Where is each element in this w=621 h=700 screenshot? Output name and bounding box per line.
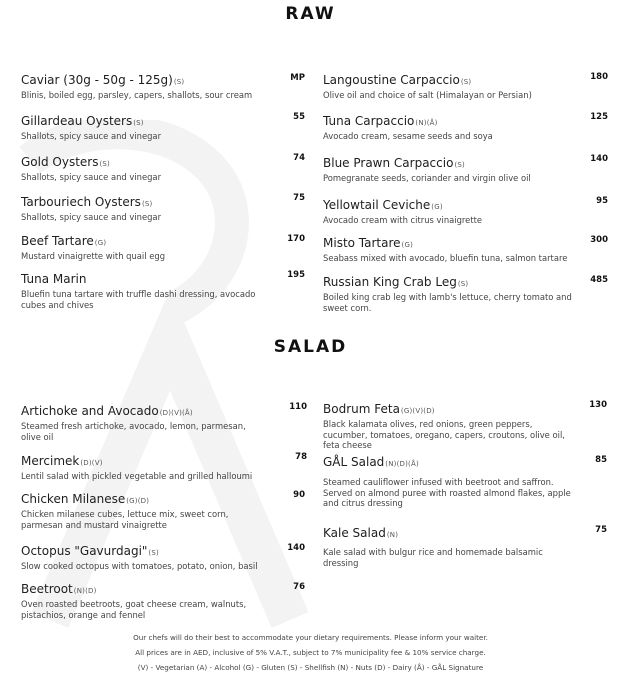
item-price: 125 xyxy=(590,112,608,122)
item-description: Avocado cream, sesame seeds and soya xyxy=(323,131,493,141)
item-name: Yellowtail Ceviche xyxy=(323,198,431,212)
item-price: MP xyxy=(290,73,305,83)
menu-item xyxy=(323,398,578,451)
item-price: 140 xyxy=(590,154,608,164)
menu-item xyxy=(323,110,578,142)
item-price: 180 xyxy=(590,72,608,82)
menu-item xyxy=(21,578,266,620)
item-name: Artichoke and Avocado xyxy=(21,404,159,418)
item-description: Shallots, spicy sauce and vinegar xyxy=(21,131,162,141)
item-name: Octopus "Gavurdagi" xyxy=(21,544,148,558)
menu-item xyxy=(21,400,266,442)
menu-item xyxy=(323,152,578,184)
item-price: 55 xyxy=(293,112,305,122)
item-tags: (S) xyxy=(454,161,465,169)
section-title-salad: SALAD xyxy=(273,337,348,357)
item-name: Gold Oysters xyxy=(21,155,99,169)
item-tags: (D)(V)(Å) xyxy=(159,409,193,417)
item-tags: (S) xyxy=(173,78,185,86)
item-description: Olive oil and choice of salt (Himalayan or Persian) xyxy=(323,90,532,100)
menu-item xyxy=(323,69,578,101)
item-description: Slow cooked octopus with tomatoes, potato, onion, basil xyxy=(21,561,258,571)
item-tags: (S) xyxy=(99,160,110,168)
footer-legend: (V) - Vegetarian (A) - Alcohol (G) - Gluten (S) - Shellfish (N) - Nuts (D) - Dairy (Å) - GÅL Signature xyxy=(137,663,484,672)
menu-item xyxy=(21,268,266,310)
item-price: 75 xyxy=(595,525,607,535)
item-tags: (G) xyxy=(401,241,414,249)
item-name: Mercimek xyxy=(21,454,80,468)
item-description: Boiled king crab leg with lamb's lettuce, cherry tomato and sweet corn. xyxy=(323,292,572,313)
item-tags: (G) xyxy=(94,239,107,247)
item-price: 170 xyxy=(287,234,305,244)
item-name: Langoustine Carpaccio xyxy=(323,73,460,87)
footer-dietary-note: Our chefs will do their best to accommodate your dietary requirements. Please inform your waiter. xyxy=(133,633,488,642)
item-description: Steamed cauliflower infused with beetroot and saffron. Served on almond puree with roasted almond flakes, apple and citrus dressing xyxy=(323,477,571,509)
item-description: Oven roasted beetroots, goat cheese cream, walnuts, pistachios, orange and fennel xyxy=(21,599,247,620)
item-description: Bluefin tuna tartare with truffle dashi dressing, avocado cubes and chives xyxy=(21,289,256,310)
item-name: Russian King Crab Leg xyxy=(323,275,457,289)
item-name: Tuna Carpaccio xyxy=(323,114,415,128)
item-tags: (G)(D) xyxy=(126,497,150,505)
item-tags: (D)(V) xyxy=(80,459,103,467)
item-price: 95 xyxy=(596,196,608,206)
item-tags: (S) xyxy=(460,78,472,86)
item-tags: (N)(D) xyxy=(73,587,97,595)
menu-item xyxy=(21,69,266,101)
item-tags: (N)(D)(Å) xyxy=(385,460,419,468)
menu-item xyxy=(21,230,266,262)
item-price: 485 xyxy=(590,275,608,285)
item-tags: (G) xyxy=(431,203,443,211)
item-tags: (S) xyxy=(148,549,159,557)
item-price: 130 xyxy=(589,400,607,410)
item-name: Caviar (30g - 50g - 125g) xyxy=(21,73,173,87)
item-tags: (S) xyxy=(141,200,153,208)
menu-item xyxy=(323,522,578,568)
item-description: Chicken milanese cubes, lettuce mix, sweet corn, parmesan and mustard vinaigrette xyxy=(21,509,229,530)
item-price: 195 xyxy=(287,270,305,280)
item-price: 140 xyxy=(287,543,305,553)
item-price: 85 xyxy=(595,455,607,465)
section-title-raw: RAW xyxy=(285,4,336,24)
item-name: Beef Tartare xyxy=(21,234,94,248)
item-name: Blue Prawn Carpaccio xyxy=(323,156,454,170)
item-name: Kale Salad xyxy=(323,526,386,540)
item-price: 74 xyxy=(293,153,305,163)
item-price: 78 xyxy=(295,452,307,462)
item-price: 75 xyxy=(293,193,305,203)
item-tags: (N)(Å) xyxy=(415,119,438,127)
menu-item xyxy=(21,450,266,482)
item-name: Tuna Marin xyxy=(21,272,87,286)
item-description: Steamed fresh artichoke, avocado, lemon, parmesan, olive oil xyxy=(21,421,246,442)
menu-item xyxy=(21,191,266,223)
item-name: GÅL Salad xyxy=(323,455,385,469)
item-tags: (G)(V)(D) xyxy=(400,407,435,415)
item-description: Avocado cream with citrus vinaigrette xyxy=(323,215,483,225)
item-description: Seabass mixed with avocado, bluefin tuna, salmon tartare xyxy=(323,253,568,263)
item-name: Misto Tartare xyxy=(323,236,401,250)
item-description: Black kalamata olives, red onions, green peppers, cucumber, tomatoes, oregano, capers, croutons, olive oil, feta cheese xyxy=(323,419,565,451)
item-description: Lentil salad with pickled vegetable and grilled halloumi xyxy=(21,471,253,481)
item-price: 76 xyxy=(293,582,305,592)
item-tags: (N) xyxy=(386,531,399,539)
item-description: Pomegranate seeds, coriander and virgin olive oil xyxy=(323,173,531,183)
item-description: Blinis, boiled egg, parsley, capers, shallots, sour cream xyxy=(21,90,253,100)
footer-pricing-note: All prices are in AED, inclusive of 5% V.A.T., subject to 7% municipality fee & 10% service charge. xyxy=(135,648,486,657)
menu-item xyxy=(323,194,578,226)
item-description: Kale salad with bulgur rice and homemade balsamic dressing xyxy=(323,547,543,568)
item-description: Shallots, spicy sauce and vinegar xyxy=(21,212,162,222)
menu-item xyxy=(21,488,266,530)
menu-item xyxy=(21,151,266,183)
item-description: Mustard vinaigrette with quail egg xyxy=(21,251,166,261)
item-description: Shallots, spicy sauce and vinegar xyxy=(21,172,162,182)
menu-item xyxy=(21,540,266,572)
item-name: Bodrum Feta xyxy=(323,402,400,416)
item-name: Gillardeau Oysters xyxy=(21,114,133,128)
menu-item xyxy=(323,271,578,313)
item-tags: (S) xyxy=(133,119,144,127)
item-price: 90 xyxy=(293,490,305,500)
menu-item xyxy=(323,232,578,264)
item-name: Tarbouriech Oysters xyxy=(21,195,141,209)
menu-item xyxy=(323,451,578,509)
menu-item xyxy=(21,110,266,142)
item-name: Beetroot xyxy=(21,582,73,596)
item-price: 110 xyxy=(289,402,307,412)
item-price: 300 xyxy=(590,235,608,245)
item-name: Chicken Milanese xyxy=(21,492,126,506)
item-tags: (S) xyxy=(457,280,469,288)
